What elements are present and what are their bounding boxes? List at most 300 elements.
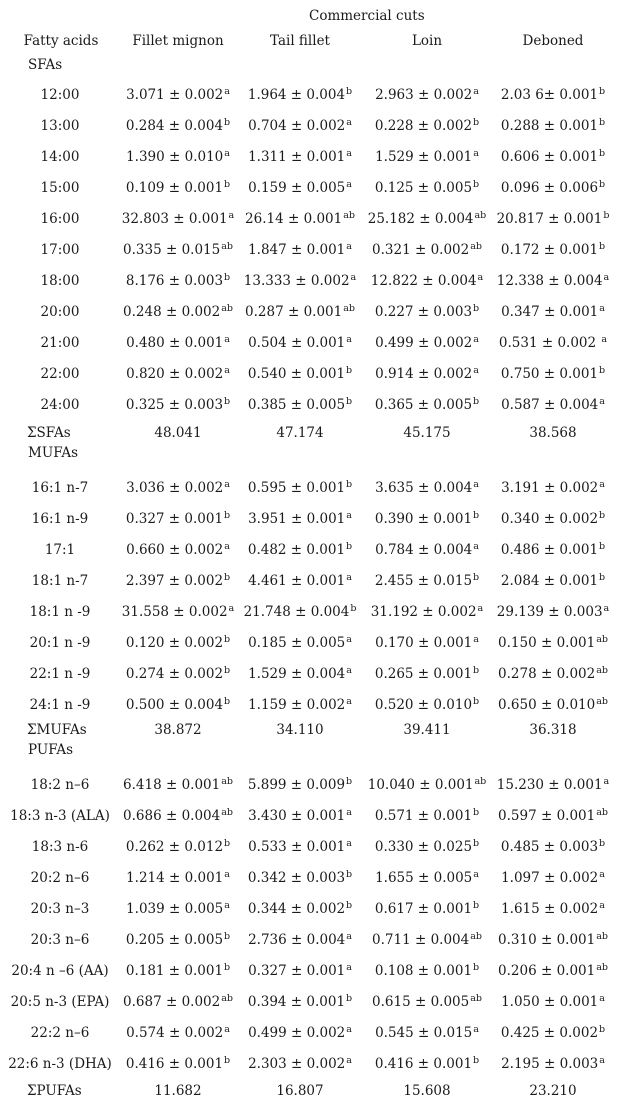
mean-sd-value: 2.736 ± 0.004 [248, 932, 346, 948]
mean-sd-value: 0.278 ± 0.002 [498, 666, 596, 682]
total-row [0, 1083, 620, 1103]
mean-sd-value: 0.574 ± 0.002 [126, 1025, 224, 1041]
mean-sd-value: 0.416 ± 0.001 [374, 1056, 473, 1072]
mean-sd-value: 1.529 ± 0.001 [375, 149, 473, 165]
mean-sd-value: 26.14 ± 0.001 [245, 211, 343, 227]
value-cell [248, 635, 352, 651]
mean-sd-value: 0.390 ± 0.001 [374, 511, 473, 527]
mean-sd-value: 0.288 ± 0.001 [500, 118, 599, 134]
mean-sd-value: 0.227 ± 0.003 [374, 304, 473, 320]
value-cell [126, 87, 230, 103]
table-row [0, 808, 620, 828]
value-cell [248, 839, 352, 855]
significance-letter: b [473, 179, 480, 190]
significance-letter: a [473, 334, 479, 345]
mean-sd-value: 12.338 ± 0.004 [496, 273, 603, 289]
column-header-deboned: Deboned [522, 33, 584, 49]
row-label: 20:3 n–3 [30, 901, 90, 917]
mean-sd-value: 0.262 ± 0.012 [125, 839, 224, 855]
total-value: 48.041 [154, 425, 202, 441]
mean-sd-value: 0.533 ± 0.001 [248, 839, 346, 855]
mean-sd-value: 0.485 ± 0.003 [500, 839, 599, 855]
significance-letter: b [473, 838, 480, 849]
value-cell [126, 839, 230, 855]
row-label: 15:00 [40, 180, 80, 196]
mean-sd-value: 3.635 ± 0.004 [375, 480, 473, 496]
significance-letter: b [599, 572, 606, 583]
value-cell [372, 242, 482, 258]
value-cell [126, 397, 230, 413]
significance-letter: ab [221, 993, 233, 1004]
mean-sd-value: 13.333 ± 0.002 [243, 273, 350, 289]
significance-letter: ab [470, 993, 482, 1004]
significance-letter: ab [474, 210, 487, 221]
value-cell [375, 1025, 479, 1041]
table-row [0, 304, 620, 324]
mean-sd-value: 1.529 ± 0.004 [248, 666, 346, 682]
significance-letter: b [473, 900, 480, 911]
mean-sd-value: 0.540 ± 0.001 [247, 366, 346, 382]
mean-sd-value: 0.125 ± 0.005 [374, 180, 473, 196]
significance-letter: a [346, 1024, 352, 1035]
mean-sd-value: 0.500 ± 0.004 [125, 697, 224, 713]
value-cell [248, 777, 352, 793]
mean-sd-value: 0.504 ± 0.001 [248, 335, 346, 351]
mean-sd-value: 0.499 ± 0.002 [248, 1025, 346, 1041]
significance-letter: a [224, 148, 230, 159]
significance-letter: a [473, 86, 479, 97]
column-header-loin: Loin [411, 33, 443, 49]
mean-sd-value: 0.711 ± 0.004 [372, 932, 470, 948]
mean-sd-value: 3.951 ± 0.001 [248, 511, 346, 527]
value-cell [501, 839, 605, 855]
total-value: 47.174 [276, 425, 324, 441]
value-cell [126, 963, 230, 979]
significance-letter: ab [596, 807, 608, 818]
table-row [0, 573, 620, 593]
mean-sd-value: 0.185 ± 0.005 [248, 635, 346, 651]
significance-letter: a [603, 272, 610, 283]
value-cell [248, 963, 352, 979]
mean-sd-value: 0.347 ± 0.001 [501, 304, 599, 320]
table-row [0, 242, 620, 262]
mean-sd-value: 0.416 ± 0.001 [125, 1056, 224, 1072]
value-cell [501, 397, 605, 413]
table-row [0, 994, 620, 1014]
value-cell [248, 480, 352, 496]
row-label: 22:1 n -9 [29, 666, 91, 682]
significance-letter: b [599, 838, 606, 849]
value-cell [501, 511, 605, 527]
table-row [0, 511, 620, 531]
mean-sd-value: 1.050 ± 0.001 [501, 994, 599, 1010]
significance-letter: b [599, 179, 606, 190]
significance-letter: b [224, 179, 231, 190]
mean-sd-value: 0.327 ± 0.001 [125, 511, 224, 527]
significance-letter: b [599, 1024, 606, 1035]
significance-letter: a [224, 86, 230, 97]
mean-sd-value: 0.615 ± 0.005 [372, 994, 470, 1010]
row-label: 22:00 [40, 366, 80, 382]
mean-sd-value: 0.597 ± 0.001 [498, 808, 596, 824]
significance-letter: ab [343, 210, 355, 221]
significance-letter: ab [221, 241, 233, 252]
table-row [0, 366, 620, 386]
value-cell [126, 480, 230, 496]
value-cell [248, 366, 352, 382]
significance-letter: ab [221, 303, 233, 314]
value-cell [123, 242, 233, 258]
mean-sd-value: 0.545 ± 0.015 [375, 1025, 473, 1041]
row-label: 20:3 n–6 [30, 932, 90, 948]
value-cell [126, 697, 230, 713]
mean-sd-value: 0.571 ± 0.001 [374, 808, 473, 824]
value-cell [244, 604, 357, 620]
significance-letter: b [473, 1055, 480, 1066]
significance-letter: a [599, 869, 605, 880]
value-cell [248, 118, 352, 134]
mean-sd-value: 0.248 ± 0.002 [123, 304, 221, 320]
row-label: 20:1 n -9 [29, 635, 91, 651]
value-cell [375, 666, 479, 682]
table-row [0, 666, 620, 686]
value-cell [122, 604, 234, 620]
value-cell [126, 932, 230, 948]
significance-letter: b [224, 665, 231, 676]
value-cell [248, 1056, 352, 1072]
value-cell [501, 149, 605, 165]
mean-sd-value: 1.159 ± 0.002 [248, 697, 346, 713]
value-cell [126, 1056, 230, 1072]
mean-sd-value: 0.425 ± 0.002 [500, 1025, 599, 1041]
mean-sd-value: 21.748 ± 0.004 [243, 604, 350, 620]
value-cell [248, 180, 352, 196]
mean-sd-value: 1.039 ± 0.005 [126, 901, 224, 917]
value-cell [375, 697, 479, 713]
mean-sd-value: 2.963 ± 0.002 [375, 87, 473, 103]
column-header-fatty-acids: Fatty acids [23, 33, 99, 49]
value-cell [501, 366, 605, 382]
total-row [0, 425, 620, 445]
value-cell [126, 635, 230, 651]
mean-sd-value: 0.096 ± 0.006 [500, 180, 599, 196]
mean-sd-value: 0.480 ± 0.001 [126, 335, 224, 351]
significance-letter: a [346, 931, 352, 942]
group-label: Commercial cuts [309, 8, 425, 24]
table-row [0, 604, 620, 624]
mean-sd-value: 0.172 ± 0.001 [500, 242, 599, 258]
mean-sd-value: 0.617 ± 0.001 [374, 901, 473, 917]
significance-letter: b [346, 479, 353, 490]
row-label: 22:2 n–6 [30, 1025, 90, 1041]
mean-sd-value: 0.325 ± 0.003 [125, 397, 224, 413]
mean-sd-value: 0.287 ± 0.001 [245, 304, 343, 320]
value-cell [248, 573, 352, 589]
mean-sd-value: 0.228 ± 0.002 [374, 118, 473, 134]
significance-letter: a [346, 696, 352, 707]
significance-letter: b [224, 272, 231, 283]
mean-sd-value: 0.750 ± 0.001 [500, 366, 599, 382]
mean-sd-value: 31.558 ± 0.002 [121, 604, 228, 620]
significance-letter: b [224, 962, 231, 973]
value-cell [498, 635, 608, 651]
row-label: 22:6 n-3 (DHA) [8, 1056, 112, 1072]
significance-letter: a [228, 210, 235, 221]
mean-sd-value: 1.097 ± 0.002 [501, 870, 599, 886]
significance-letter: a [346, 1055, 352, 1066]
mean-sd-value: 10.040 ± 0.001 [367, 777, 474, 793]
table-row [0, 777, 620, 797]
significance-letter: a [224, 479, 230, 490]
significance-letter: a [346, 179, 352, 190]
significance-letter: b [599, 365, 606, 376]
table-row [0, 901, 620, 921]
significance-letter: b [224, 572, 231, 583]
value-cell [372, 994, 482, 1010]
significance-letter: a [473, 634, 479, 645]
value-cell [122, 211, 234, 227]
table-row [0, 697, 620, 717]
mean-sd-value: 0.531 ± 0.002 [498, 335, 601, 351]
value-cell [372, 932, 482, 948]
total-value: 36.318 [529, 722, 577, 738]
mean-sd-value: 0.342 ± 0.003 [247, 870, 346, 886]
value-cell [498, 808, 608, 824]
mean-sd-value: 15.230 ± 0.001 [496, 777, 603, 793]
value-cell [497, 211, 610, 227]
value-cell [497, 604, 609, 620]
table-row [0, 211, 620, 231]
total-label: ΣSFAs [27, 425, 71, 441]
table-row [0, 335, 620, 355]
value-cell [126, 511, 230, 527]
significance-letter: a [601, 334, 608, 345]
value-cell [248, 1025, 352, 1041]
mean-sd-value: 0.274 ± 0.002 [125, 666, 224, 682]
value-cell [126, 273, 230, 289]
mean-sd-value: 1.615 ± 0.002 [501, 901, 599, 917]
total-value: 45.175 [403, 425, 451, 441]
value-cell [499, 335, 607, 351]
value-cell [501, 118, 605, 134]
significance-letter: a [599, 303, 605, 314]
mean-sd-value: 0.499 ± 0.002 [375, 335, 473, 351]
row-label: 17:00 [40, 242, 80, 258]
value-cell [248, 542, 352, 558]
value-cell [375, 87, 479, 103]
significance-letter: a [599, 479, 605, 490]
value-cell [126, 149, 230, 165]
value-cell [126, 573, 230, 589]
value-cell [126, 870, 230, 886]
significance-letter: ab [596, 665, 608, 676]
significance-letter: b [350, 603, 357, 614]
mean-sd-value: 0.606 ± 0.001 [500, 149, 599, 165]
value-cell [498, 932, 608, 948]
value-cell [126, 366, 230, 382]
total-value: 23.210 [529, 1083, 577, 1099]
value-cell [123, 994, 233, 1010]
mean-sd-value: 0.321 ± 0.002 [372, 242, 470, 258]
value-cell [375, 304, 479, 320]
row-label: 12:00 [40, 87, 80, 103]
value-cell [375, 366, 479, 382]
mean-sd-value: 0.704 ± 0.002 [248, 118, 346, 134]
value-cell [375, 870, 479, 886]
table-row [0, 397, 620, 417]
significance-letter: b [346, 869, 353, 880]
mean-sd-value: 25.182 ± 0.004 [367, 211, 474, 227]
value-cell [375, 901, 479, 917]
column-header-tail-fillet: Tail fillet [270, 33, 330, 49]
value-cell [126, 1025, 230, 1041]
mean-sd-value: 5.899 ± 0.009 [247, 777, 346, 793]
value-cell [375, 118, 479, 134]
significance-letter: b [473, 303, 480, 314]
significance-letter: b [599, 510, 606, 521]
total-value: 39.411 [403, 722, 451, 738]
value-cell [371, 604, 483, 620]
significance-letter: a [473, 541, 479, 552]
significance-letter: b [224, 838, 231, 849]
value-cell [248, 87, 352, 103]
row-label: 18:00 [40, 273, 80, 289]
value-cell [375, 573, 479, 589]
row-label: 17:1 [44, 542, 76, 558]
mean-sd-value: 29.139 ± 0.003 [496, 604, 603, 620]
significance-letter: b [473, 396, 480, 407]
mean-sd-value: 1.214 ± 0.001 [126, 870, 224, 886]
mean-sd-value: 0.170 ± 0.001 [375, 635, 473, 651]
section-title: MUFAs [28, 445, 79, 461]
significance-letter: a [224, 869, 230, 880]
table-row [0, 273, 620, 293]
mean-sd-value: 0.660 ± 0.002 [126, 542, 224, 558]
value-cell [368, 211, 487, 227]
mean-sd-value: 0.482 ± 0.001 [247, 542, 346, 558]
significance-letter: a [603, 776, 610, 787]
table-row [0, 932, 620, 952]
row-label: 18:3 n-3 (ALA) [10, 808, 110, 824]
mean-sd-value: 0.159 ± 0.005 [248, 180, 346, 196]
value-cell [375, 149, 479, 165]
value-cell [123, 777, 233, 793]
significance-letter: a [346, 838, 352, 849]
significance-letter: a [346, 148, 352, 159]
row-label: 16:1 n-7 [31, 480, 89, 496]
row-label: 16:1 n-9 [31, 511, 89, 527]
total-label: ΣMUFAs [27, 722, 87, 738]
value-cell [126, 542, 230, 558]
table-row [0, 839, 620, 859]
value-cell [248, 901, 352, 917]
significance-letter: ab [596, 696, 608, 707]
value-cell [245, 211, 355, 227]
mean-sd-value: 12.822 ± 0.004 [370, 273, 477, 289]
significance-letter: a [346, 807, 352, 818]
mean-sd-value: 4.461 ± 0.001 [248, 573, 346, 589]
mean-sd-value: 0.265 ± 0.001 [374, 666, 473, 682]
value-cell [375, 397, 479, 413]
significance-letter: a [346, 665, 352, 676]
significance-letter: ab [596, 931, 608, 942]
table-row [0, 149, 620, 169]
value-cell [501, 1025, 605, 1041]
significance-letter: b [473, 807, 480, 818]
mean-sd-value: 6.418 ± 0.001 [123, 777, 221, 793]
table-row [0, 963, 620, 983]
significance-letter: a [346, 241, 352, 252]
significance-letter: b [603, 210, 610, 221]
value-cell [248, 511, 352, 527]
value-cell [375, 808, 479, 824]
row-label: 24:00 [40, 397, 80, 413]
table-row [0, 542, 620, 562]
value-cell [498, 666, 608, 682]
mean-sd-value: 0.181 ± 0.001 [125, 963, 224, 979]
total-value: 11.682 [154, 1083, 202, 1099]
value-cell [501, 870, 605, 886]
significance-letter: b [599, 117, 606, 128]
significance-letter: a [599, 396, 605, 407]
mean-sd-value: 1.655 ± 0.005 [375, 870, 473, 886]
mean-sd-value: 0.687 ± 0.002 [123, 994, 221, 1010]
mean-sd-value: 0.784 ± 0.004 [375, 542, 473, 558]
significance-letter: ab [470, 931, 482, 942]
significance-letter: b [473, 510, 480, 521]
value-cell [375, 839, 479, 855]
significance-letter: a [228, 603, 235, 614]
mean-sd-value: 2.397 ± 0.002 [125, 573, 224, 589]
value-cell [248, 994, 352, 1010]
significance-letter: a [346, 634, 352, 645]
row-label: 18:1 n-7 [31, 573, 89, 589]
significance-letter: b [346, 541, 353, 552]
significance-letter: a [224, 365, 230, 376]
mean-sd-value: 0.109 ± 0.001 [125, 180, 224, 196]
value-cell [498, 963, 608, 979]
mean-sd-value: 0.394 ± 0.001 [247, 994, 346, 1010]
section-title: SFAs [28, 57, 63, 73]
mean-sd-value: 1.311 ± 0.001 [248, 149, 346, 165]
value-cell [375, 180, 479, 196]
significance-letter: a [473, 479, 479, 490]
mean-sd-value: 1.390 ± 0.010 [126, 149, 224, 165]
total-value: 16.807 [276, 1083, 324, 1099]
value-cell [498, 697, 608, 713]
value-cell [497, 273, 609, 289]
significance-letter: ab [474, 776, 487, 787]
mean-sd-value: 0.330 ± 0.025 [374, 839, 473, 855]
table-row [0, 1056, 620, 1076]
value-cell [248, 397, 352, 413]
mean-sd-value: 20.817 ± 0.001 [496, 211, 603, 227]
significance-letter: b [473, 696, 480, 707]
value-cell [248, 932, 352, 948]
significance-letter: b [346, 86, 353, 97]
significance-letter: a [346, 962, 352, 973]
row-label: 14:00 [40, 149, 80, 165]
significance-letter: a [224, 334, 230, 345]
value-cell [501, 480, 605, 496]
significance-letter: b [599, 86, 606, 97]
value-cell [371, 273, 483, 289]
significance-letter: b [346, 776, 353, 787]
mean-sd-value: 0.335 ± 0.015 [123, 242, 221, 258]
row-label: 18:2 n–6 [30, 777, 90, 793]
significance-letter: a [346, 117, 352, 128]
significance-letter: a [599, 993, 605, 1004]
